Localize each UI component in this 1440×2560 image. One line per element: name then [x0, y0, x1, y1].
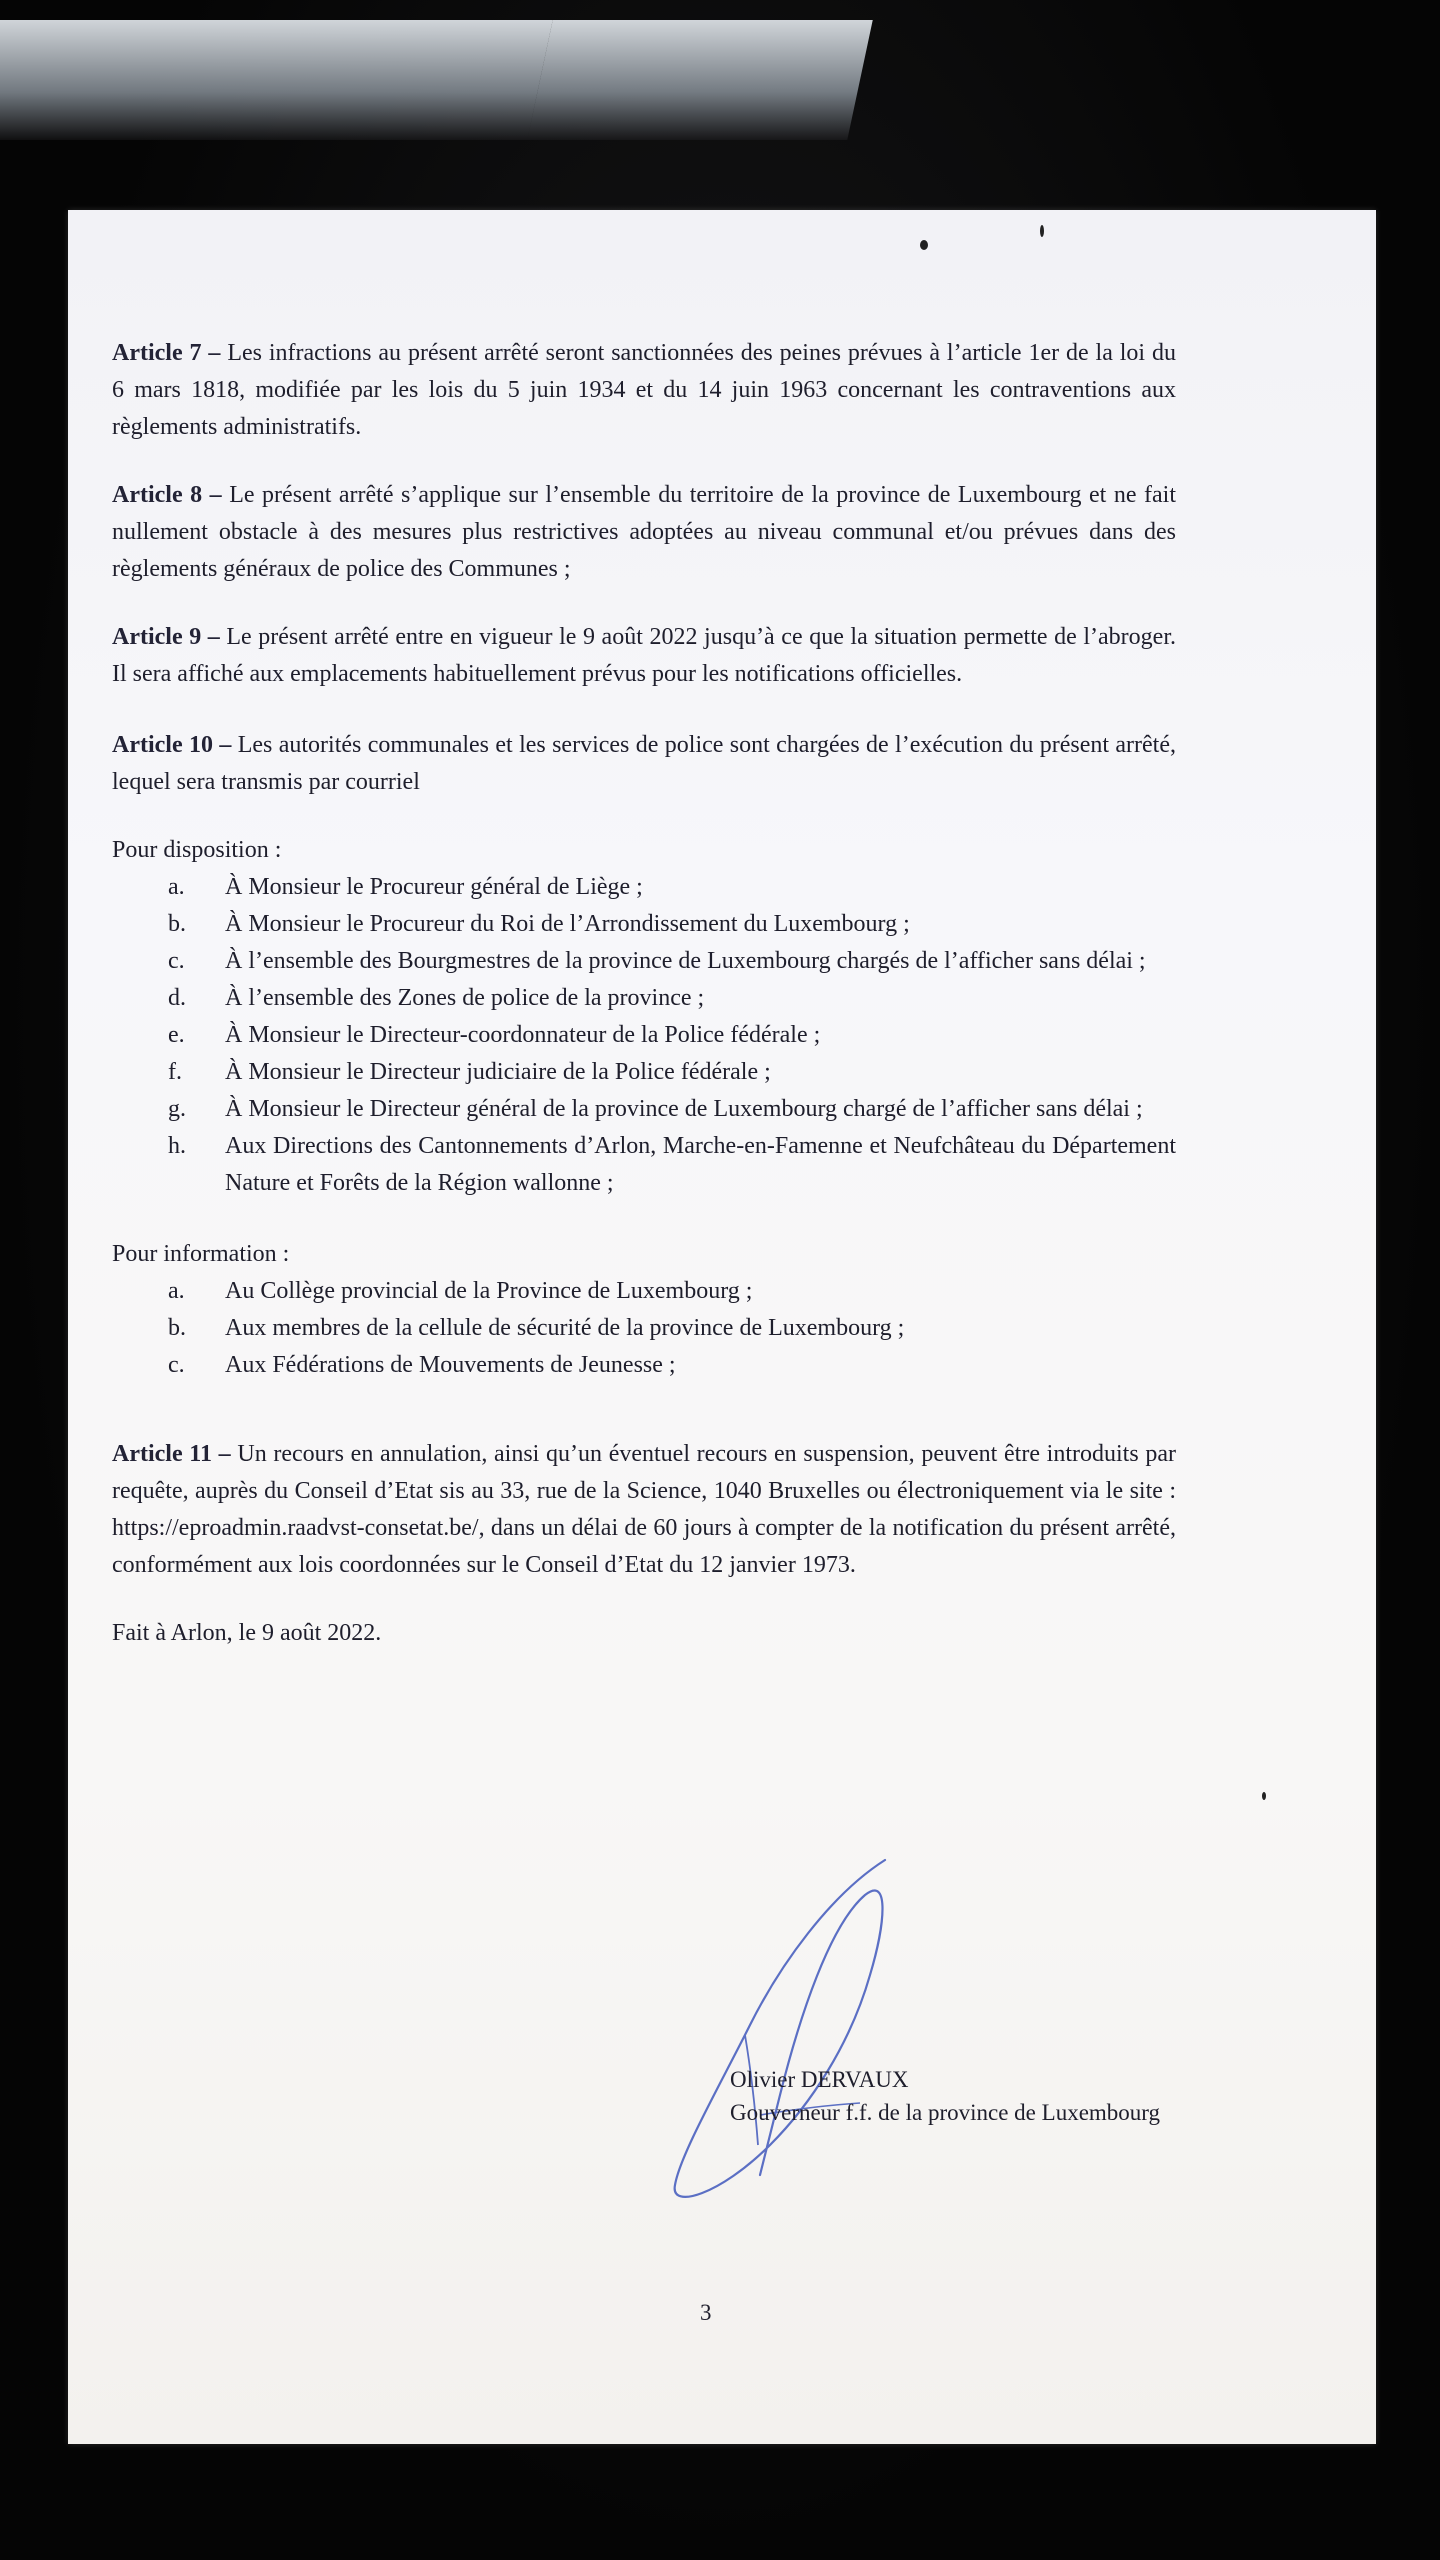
information-section: [112, 1236, 1176, 1384]
signatory-title: Gouverneur f.f. de la province de Luxembourg: [730, 2100, 1161, 2125]
list-text: Aux Directions des Cantonnements d’Arlon, Marche-en-Famenne et Neufchâteau du Département Nature et Forêts de la Région wallonne ;: [225, 1133, 1176, 1196]
list-letter: e.: [168, 1022, 185, 1048]
list-item: [112, 1091, 1176, 1128]
information-list: [112, 1273, 1176, 1384]
list-text: Aux membres de la cellule de sécurité de la province de Luxembourg ;: [225, 1315, 905, 1341]
list-letter: h.: [168, 1133, 186, 1159]
list-letter: a.: [168, 874, 185, 900]
article-text: Un recours en annulation, ainsi qu’un éventuel recours en suspension, peuvent être introduits par requête, auprès du Conseil d’Etat sis au 33, rue de la Science, 1040 Bruxelles ou électroniquement via le site : https://eproadmin.raadvst-consetat.be/, dans un délai de 60 jours à compter de la notification du présent arrêté, conformément aux lois coordonnées sur le Conseil d’Etat du 12 janvier 1973.: [112, 1441, 1176, 1578]
article-7: [112, 335, 1176, 446]
dust-speck: [1262, 1792, 1266, 1800]
article-heading: Article 11 –: [112, 1441, 231, 1467]
list-text: À Monsieur le Directeur général de la province de Luxembourg chargé de l’afficher sans délai ;: [225, 1096, 1143, 1122]
document-body: [112, 335, 1176, 1676]
page-number: 3: [700, 2300, 712, 2325]
dust-speck: [1040, 225, 1044, 237]
handwritten-signature: [660, 1855, 920, 2215]
window-reflection-secondary: [527, 20, 873, 140]
list-letter: d.: [168, 985, 186, 1011]
list-item: [112, 906, 1176, 943]
dust-speck: [920, 240, 928, 250]
article-text: Le présent arrêté entre en vigueur le 9 août 2022 jusqu’à ce que la situation permette de l’abroger. Il sera affiché aux emplacements habituellement prévus pour les notifications officielles.: [112, 624, 1176, 687]
article-9: [112, 619, 1176, 693]
disposition-list: [112, 869, 1176, 1202]
list-letter: b.: [168, 911, 186, 937]
list-letter: c.: [168, 1352, 185, 1378]
list-text: À l’ensemble des Bourgmestres de la province de Luxembourg chargés de l’afficher sans délai ;: [225, 948, 1146, 974]
list-item: [112, 1017, 1176, 1054]
article-10: [112, 727, 1176, 801]
article-text: Les infractions au présent arrêté seront sanctionnées des peines prévues à l’article 1er de la loi du 6 mars 1818, modifiée par les lois du 5 juin 1934 et du 14 juin 1963 concernant les contraventions aux règlements administratifs.: [112, 340, 1176, 440]
list-letter: g.: [168, 1096, 186, 1122]
list-text: Au Collège provincial de la Province de Luxembourg ;: [225, 1278, 753, 1304]
list-text: À Monsieur le Directeur judiciaire de la Police fédérale ;: [225, 1059, 771, 1085]
list-item: [112, 1273, 1176, 1310]
list-text: À Monsieur le Procureur du Roi de l’Arrondissement du Luxembourg ;: [225, 911, 910, 937]
information-heading: Pour information :: [112, 1241, 290, 1267]
list-letter: a.: [168, 1278, 185, 1304]
list-letter: c.: [168, 948, 185, 974]
list-item: [112, 980, 1176, 1017]
article-heading: Article 7 –: [112, 340, 221, 366]
list-item: [112, 1310, 1176, 1347]
place-and-date: Fait à Arlon, le 9 août 2022.: [112, 1620, 382, 1646]
list-item: [112, 869, 1176, 906]
article-text: Le présent arrêté s’applique sur l’ensemble du territoire de la province de Luxembourg et ne fait nullement obstacle à des mesures plus restrictives adoptées au niveau communal et/ou prévues dans des règlements généraux de police des Communes ;: [112, 482, 1177, 582]
disposition-section: [112, 832, 1176, 1202]
article-8: [112, 477, 1176, 588]
list-text: Aux Fédérations de Mouvements de Jeunesse ;: [225, 1352, 676, 1378]
list-item: [112, 1054, 1176, 1091]
signature-block: [730, 2063, 1160, 2129]
list-letter: b.: [168, 1315, 186, 1341]
article-heading: Article 8 –: [112, 482, 222, 508]
article-heading: Article 9 –: [112, 624, 220, 650]
list-letter: f.: [168, 1059, 182, 1085]
list-text: À l’ensemble des Zones de police de la province ;: [225, 985, 705, 1011]
signatory-name: Olivier DERVAUX: [730, 2067, 909, 2092]
article-text: Les autorités communales et les services de police sont chargées de l’exécution du présent arrêté, lequel sera transmis par courriel: [112, 732, 1176, 795]
article-11: [112, 1436, 1176, 1584]
window-reflection: [0, 20, 553, 140]
disposition-heading: Pour disposition :: [112, 837, 282, 863]
list-item: [112, 943, 1176, 980]
list-item: [112, 1347, 1176, 1384]
article-heading: Article 10 –: [112, 732, 232, 758]
list-text: À Monsieur le Directeur-coordonnateur de la Police fédérale ;: [225, 1022, 821, 1048]
list-text: À Monsieur le Procureur général de Liège ;: [225, 874, 643, 900]
list-item: [112, 1128, 1176, 1202]
